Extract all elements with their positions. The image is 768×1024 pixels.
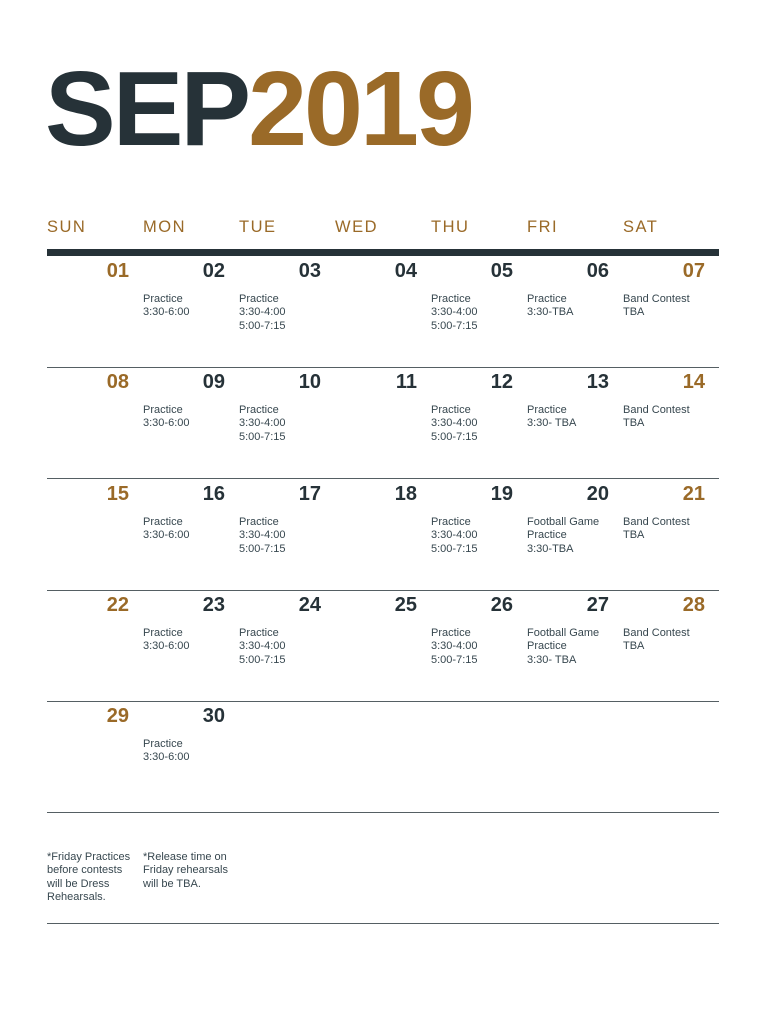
day-number: 13	[586, 371, 609, 393]
event-line: 5:00-7:15	[239, 653, 286, 666]
dow-sun: SUN	[47, 218, 87, 236]
event-line: Band Contest	[623, 627, 690, 639]
week-row	[47, 701, 719, 813]
day-number: 09	[202, 371, 225, 393]
event-line: 3:30-TBA	[527, 542, 574, 555]
event-line: Practice	[527, 640, 567, 653]
dow-wed: WED	[335, 218, 378, 236]
event-line: Practice	[143, 404, 183, 416]
day-events	[239, 404, 333, 444]
event-line: 3:30-6:00	[143, 417, 190, 430]
day-number: 26	[490, 594, 513, 616]
year-label: 2019	[248, 50, 472, 168]
day-cell	[623, 256, 719, 366]
event-line: TBA	[623, 306, 645, 319]
day-cell	[47, 256, 143, 366]
day-cell	[335, 479, 431, 589]
event-line: 5:00-7:15	[431, 319, 478, 332]
day-number: 03	[298, 260, 321, 282]
day-cell	[335, 256, 431, 366]
day-cell	[239, 479, 335, 589]
event-line: 3:30-4:00	[431, 417, 478, 430]
day-number: 30	[202, 705, 225, 727]
day-events	[431, 293, 525, 333]
day-number: 22	[106, 594, 129, 616]
day-cell	[335, 590, 431, 700]
month-label: SEP	[45, 50, 249, 168]
event-line: 5:00-7:15	[431, 542, 478, 555]
day-cell	[623, 479, 719, 589]
day-events	[623, 404, 717, 431]
event-line: Band Contest	[623, 293, 690, 305]
day-number: 05	[490, 260, 513, 282]
week-row	[47, 367, 719, 479]
day-cell	[431, 479, 527, 589]
event-line: 3:30-6:00	[143, 751, 190, 764]
day-cell	[239, 590, 335, 700]
event-line: Band Contest	[623, 404, 690, 416]
day-number: 01	[106, 260, 129, 282]
day-events	[143, 627, 237, 654]
day-events	[527, 516, 621, 556]
event-line: 3:30-6:00	[143, 529, 190, 542]
day-events	[143, 404, 237, 431]
dow-fri: FRI	[527, 218, 559, 236]
event-line: Practice	[143, 738, 183, 750]
day-number: 27	[586, 594, 609, 616]
event-line: 3:30-4:00	[239, 640, 286, 653]
event-line: TBA	[623, 529, 645, 542]
day-events	[239, 627, 333, 667]
event-line: TBA	[623, 640, 645, 653]
day-events	[239, 516, 333, 556]
event-line: Practice	[143, 293, 183, 305]
event-line: Practice	[239, 404, 279, 416]
header-divider	[47, 249, 719, 256]
event-line: Practice	[239, 293, 279, 305]
day-cell	[527, 590, 623, 700]
day-events	[527, 404, 621, 431]
day-cell	[143, 479, 239, 589]
day-number: 19	[490, 483, 513, 505]
day-events	[527, 627, 621, 667]
day-number: 17	[298, 483, 321, 505]
day-cell	[47, 367, 143, 477]
event-line: 5:00-7:15	[239, 542, 286, 555]
note-release-time: *Release time on Friday rehearsals will be TBA.	[143, 851, 228, 890]
day-cell	[527, 479, 623, 589]
event-line: 5:00-7:15	[431, 653, 478, 666]
event-line: 3:30-4:00	[239, 417, 286, 430]
event-line: 3:30-4:00	[239, 306, 286, 319]
day-events	[431, 516, 525, 556]
day-number: 14	[682, 371, 705, 393]
event-line: Practice	[143, 516, 183, 528]
event-line: Practice	[431, 627, 471, 639]
event-line: 3:30-4:00	[431, 306, 478, 319]
day-number: 18	[394, 483, 417, 505]
day-events	[623, 627, 717, 654]
event-line: 5:00-7:15	[431, 430, 478, 443]
event-line: Football Game	[527, 627, 600, 639]
day-events	[623, 293, 717, 320]
event-line: Football Game	[527, 516, 600, 528]
day-number: 06	[586, 260, 609, 282]
event-line: Practice	[431, 516, 471, 528]
event-line: Practice	[239, 516, 279, 528]
event-line: 5:00-7:15	[239, 430, 286, 443]
day-cell	[143, 256, 239, 366]
day-number: 04	[394, 260, 417, 282]
week-row	[47, 479, 719, 591]
event-line: Practice	[527, 293, 567, 305]
day-cell	[623, 590, 719, 700]
day-number: 23	[202, 594, 225, 616]
day-cell	[623, 367, 719, 477]
dow-mon: MON	[143, 218, 186, 236]
event-line: 3:30-6:00	[143, 640, 190, 653]
day-cell	[335, 367, 431, 477]
day-events	[143, 738, 237, 765]
day-number: 21	[682, 483, 705, 505]
day-cell	[431, 590, 527, 700]
day-number: 24	[298, 594, 321, 616]
day-events	[143, 293, 237, 320]
day-number: 02	[202, 260, 225, 282]
event-line: Practice	[527, 404, 567, 416]
event-line: Practice	[143, 627, 183, 639]
day-number: 20	[586, 483, 609, 505]
event-line: 3:30-6:00	[143, 306, 190, 319]
event-line: Practice	[527, 529, 567, 542]
event-line: 3:30-4:00	[431, 640, 478, 653]
event-line: TBA	[623, 417, 645, 430]
day-number: 08	[106, 371, 129, 393]
day-number: 25	[394, 594, 417, 616]
event-line: 3:30- TBA	[527, 653, 577, 666]
day-number: 12	[490, 371, 513, 393]
day-events	[623, 516, 717, 543]
day-cell	[431, 367, 527, 477]
day-of-week-header	[47, 218, 719, 238]
week-row	[47, 590, 719, 702]
event-line: Practice	[431, 404, 471, 416]
calendar-title	[45, 50, 472, 168]
day-number: 11	[395, 371, 417, 393]
event-line: 3:30-TBA	[527, 306, 574, 319]
day-number: 10	[298, 371, 321, 393]
day-cell	[47, 479, 143, 589]
event-line: 3:30- TBA	[527, 417, 577, 430]
day-cell	[143, 701, 239, 811]
day-events	[527, 293, 621, 320]
notes-section	[47, 851, 719, 924]
day-cell	[431, 256, 527, 366]
dow-sat: SAT	[623, 218, 659, 236]
event-line: Practice	[239, 627, 279, 639]
day-number: 28	[682, 594, 705, 616]
day-cell	[527, 367, 623, 477]
day-number: 07	[682, 260, 705, 282]
dow-thu: THU	[431, 218, 470, 236]
day-number: 15	[106, 483, 129, 505]
day-cell	[239, 256, 335, 366]
event-line: Practice	[431, 293, 471, 305]
day-number: 16	[202, 483, 225, 505]
day-cell	[143, 590, 239, 700]
day-cell	[47, 590, 143, 700]
week-row	[47, 256, 719, 368]
day-cell	[143, 367, 239, 477]
day-events	[431, 404, 525, 444]
day-events	[143, 516, 237, 543]
note-dress-rehearsal: *Friday Practices before contests will be Dress Rehearsals.	[47, 851, 131, 904]
event-line: 5:00-7:15	[239, 319, 286, 332]
day-number: 29	[106, 705, 129, 727]
day-events	[239, 293, 333, 333]
event-line: 3:30-4:00	[431, 529, 478, 542]
event-line: Band Contest	[623, 516, 690, 528]
dow-tue: TUE	[239, 218, 277, 236]
day-events	[431, 627, 525, 667]
day-cell	[47, 701, 143, 811]
event-line: 3:30-4:00	[239, 529, 286, 542]
day-cell	[239, 367, 335, 477]
day-cell	[527, 256, 623, 366]
